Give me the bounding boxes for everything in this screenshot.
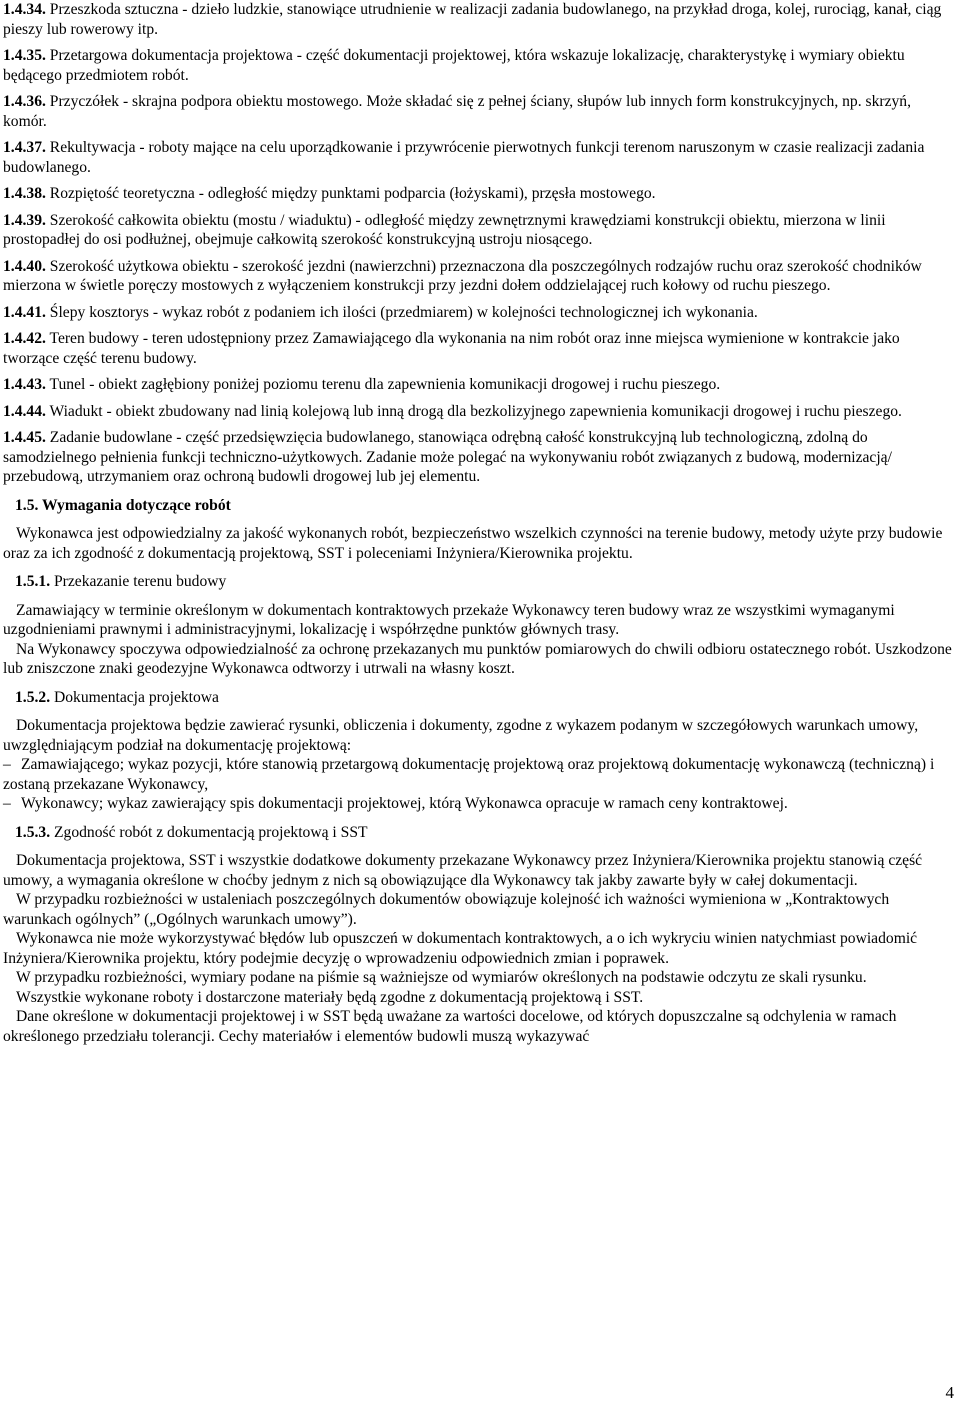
document-page xyxy=(3,0,958,1046)
definition-number: 1.4.34. xyxy=(3,1,46,18)
section-1-5-2-paragraph: Dokumentacja projektowa będzie zawierać rysunki, obliczenia i dokumenty, zgodne z wykazem podanym w szczegółowych warunkach umowy, uwzględniającym podział na dokumentację projektową: xyxy=(3,717,919,754)
section-1-5-paragraph: Wykonawca jest odpowiedzialny za jakość wykonanych robót, bezpieczeństwo wszelkich czynności na terenie budowy, metody użyte przy budowie oraz za ich zgodność z dokumentacją projektową, SST i poleceniami Inżyniera/Kierownika projektu. xyxy=(3,525,943,562)
definition-number: 1.4.42. xyxy=(3,330,46,347)
definition-number: 1.4.44. xyxy=(3,402,46,420)
section-1-5-3-paragraph: W przypadku rozbieżności, wymiary podane na piśmie są ważniejsze od wymiarów określonych na podstawie odczytu ze skali rysunku. xyxy=(16,969,867,986)
section-heading-1-5-1 xyxy=(3,572,958,592)
definition-1-4-34 xyxy=(3,0,958,39)
definition-text: Szerokość całkowita obiektu (mostu / wiaduktu) - odległość między zewnętrznymi krawędziami konstrukcji obiektu, mierzona w linii prostopadłej do osi podłużnej, obejmuje całkowitą szerokość konstrukcyjną ustroju niosącego. xyxy=(3,211,886,248)
definition-text: Ślepy kosztorys - wykaz robót z podaniem ich ilości (przedmiarem) w kolejności technologicznej ich wykonania. xyxy=(45,303,758,321)
definition-number: 1.4.35. xyxy=(3,47,46,64)
section-title: Dokumentacja projektowa xyxy=(50,688,219,706)
section-title: Zgodność robót z dokumentacją projektową i SST xyxy=(50,823,368,841)
section-title: Wymagania dotyczące robót xyxy=(38,496,231,514)
section-1-5-3-paragraph: Dane określone w dokumentacji projektowej i w SST będą uważane za wartości docelowe, od których dopuszczalne są odchylenia w ramach określonego przedziału tolerancji. Cechy materiałów i elementów budowli muszą wykazywać xyxy=(3,1008,897,1045)
list-item xyxy=(3,755,958,794)
section-heading-1-5-3 xyxy=(3,823,958,843)
definition-text: Zadanie budowlane - część przedsięwzięcia budowlanego, stanowiąca odrębną całość konstrukcyjną lub technologiczną, zdolną do samodzielnego pełnienia funkcji techniczno-użytkowych. Zadanie może polegać na wykonywaniu robót związanych z budową, modernizacją/ przebudową, utrzymaniem oraz ochroną budowli drogowej lub jej elementu. xyxy=(3,429,892,485)
definition-text: Przeszkoda sztuczna - dzieło ludzkie, stanowiące utrudnienie w realizacji zadania budowlanego, na przykład droga, kolej, rurociąg, kanał, ciąg pieszy lub rowerowy itp. xyxy=(3,1,942,38)
section-1-5-3-paragraph: Wykonawca nie może wykorzystywać błędów lub opuszczeń w dokumentach kontraktowych, a o ich wykryciu winien natychmiast powiadomić Inżyniera/Kierownika projektu, który podejmie decyzję o wprowadzeniu odpowiednich zmian i poprawek. xyxy=(3,930,918,967)
section-heading-1-5-2 xyxy=(3,688,958,708)
definition-text: Przyczółek - skrajna podpora obiektu mostowego. Może składać się z pełnej ściany, słupów lub innych form konstrukcyjnych, np. skrzyń, komór. xyxy=(3,93,911,130)
definition-1-4-43 xyxy=(3,375,958,395)
definition-1-4-39 xyxy=(3,211,958,250)
definition-1-4-36 xyxy=(3,92,958,131)
definition-text: Rozpiętość teoretyczna - odległość między punktami podparcia (łożyskami), przęsła mostowego. xyxy=(45,185,656,202)
page-number: 4 xyxy=(945,1382,954,1402)
definition-1-4-38 xyxy=(3,184,958,204)
definition-number: 1.4.41. xyxy=(3,303,46,321)
definition-number: 1.4.38. xyxy=(3,185,46,202)
section-1-5-3-paragraph: Wszystkie wykonane roboty i dostarczone materiały będą zgodne z dokumentacją projektową i SST. xyxy=(16,988,644,1006)
definition-text: Szerokość użytkowa obiektu - szerokość jezdni (nawierzchni) przeznaczona dla poszczególnych rodzajów ruchu oraz szerokość chodników mierzona w świetle poręczy mostowych z wyłączeniem konstrukcji przy jezdni dołem oddzielającej ruch kołowy od ruchu pieszego. xyxy=(3,257,922,294)
dash-bullet-icon: – xyxy=(3,756,11,773)
definition-number: 1.4.40. xyxy=(3,257,46,275)
definition-1-4-35 xyxy=(3,46,958,85)
definition-text: Wiadukt - obiekt zbudowany nad linią kolejową lub inną drogą dla bezkolizyjnego zapewnienia komunikacji drogowej i ruchu pieszego. xyxy=(45,402,902,420)
section-number: 1.5. xyxy=(15,496,39,514)
definition-text: Przetargowa dokumentacja projektowa - część dokumentacji projektowej, która wskazuje lokalizację, charakterystykę i wymiary obiektu będącego przedmiotem robót. xyxy=(3,47,905,84)
definition-number: 1.4.36. xyxy=(3,93,46,110)
section-1-5-1-paragraph: Zamawiający w terminie określonym w dokumentach kontraktowych przekaże Wykonawcy teren budowy wraz ze wszystkimi wymaganymi uzgodnieniami prawnymi i administracyjnymi, lokalizację i współrzędne punktów głównych trasy. xyxy=(3,601,895,638)
list-item-text: Zamawiającego; wykaz pozycji, które stanowią przetargową dokumentację projektową oraz projektową dokumentację wykonawczą (techniczną) i zostaną przekazane Wykonawcy, xyxy=(3,756,935,793)
definition-1-4-41 xyxy=(3,303,958,323)
section-1-5-3-paragraph: Dokumentacja projektowa, SST i wszystkie dodatkowe dokumenty przekazane Wykonawcy przez Inżyniera/Kierownika projektu stanowią część umowy, a wymagania określone w choćby jednym z nich są obowiązujące dla Wykonawcy tak jakby zawarte były w całej dokumentacji. xyxy=(3,852,923,889)
definition-number: 1.4.39. xyxy=(3,211,46,229)
section-heading-1-5 xyxy=(3,496,958,516)
definition-1-4-37 xyxy=(3,138,958,177)
definition-number: 1.4.45. xyxy=(3,429,46,446)
definition-text: Rekultywacja - roboty mające na celu uporządkowanie i przywrócenie pierwotnych funkcji terenom naruszonym w czasie realizacji zadania budowlanego. xyxy=(3,139,925,176)
definition-1-4-40 xyxy=(3,257,958,296)
section-1-5-1-paragraph: Na Wykonawcy spoczywa odpowiedzialność za ochronę przekazanych mu punktów pomiarowych do chwili odbioru ostatecznego robót. Uszkodzone lub zniszczone znaki geodezyjne Wykonawca odtworzy i utrwali na własny koszt. xyxy=(3,640,952,677)
section-1-5-3-paragraph: W przypadku rozbieżności w ustaleniach poszczególnych dokumentów obowiązuje kolejność ich ważności wymieniona w „Kontraktowych warunkach ogólnych” („Ogólnych warunkach umowy”). xyxy=(3,891,890,928)
section-title: Przekazanie terenu budowy xyxy=(50,573,227,590)
definition-text: Teren budowy - teren udostępniony przez Zamawiającego dla wykonania na nim robót oraz inne miejsca wymienione w kontrakcie jako tworzące część terenu budowy. xyxy=(3,330,900,367)
definition-1-4-45 xyxy=(3,428,958,487)
dash-bullet-icon: – xyxy=(3,795,11,812)
section-number: 1.5.2. xyxy=(15,688,51,706)
definition-1-4-42 xyxy=(3,329,958,368)
definition-text: Tunel - obiekt zagłębiony poniżej poziomu terenu dla zapewnienia komunikacji drogowej i ruchu pieszego. xyxy=(45,376,721,393)
definition-number: 1.4.43. xyxy=(3,376,46,393)
section-number: 1.5.3. xyxy=(15,823,51,841)
list-item-text: Wykonawcy; wykaz zawierający spis dokumentacji projektowej, którą Wykonawca opracuje w ramach ceny kontraktowej. xyxy=(21,795,788,812)
section-number: 1.5.1. xyxy=(15,573,51,590)
list-item xyxy=(3,794,958,814)
definition-number: 1.4.37. xyxy=(3,139,46,156)
definition-1-4-44 xyxy=(3,402,958,422)
definitions-list xyxy=(3,0,958,487)
